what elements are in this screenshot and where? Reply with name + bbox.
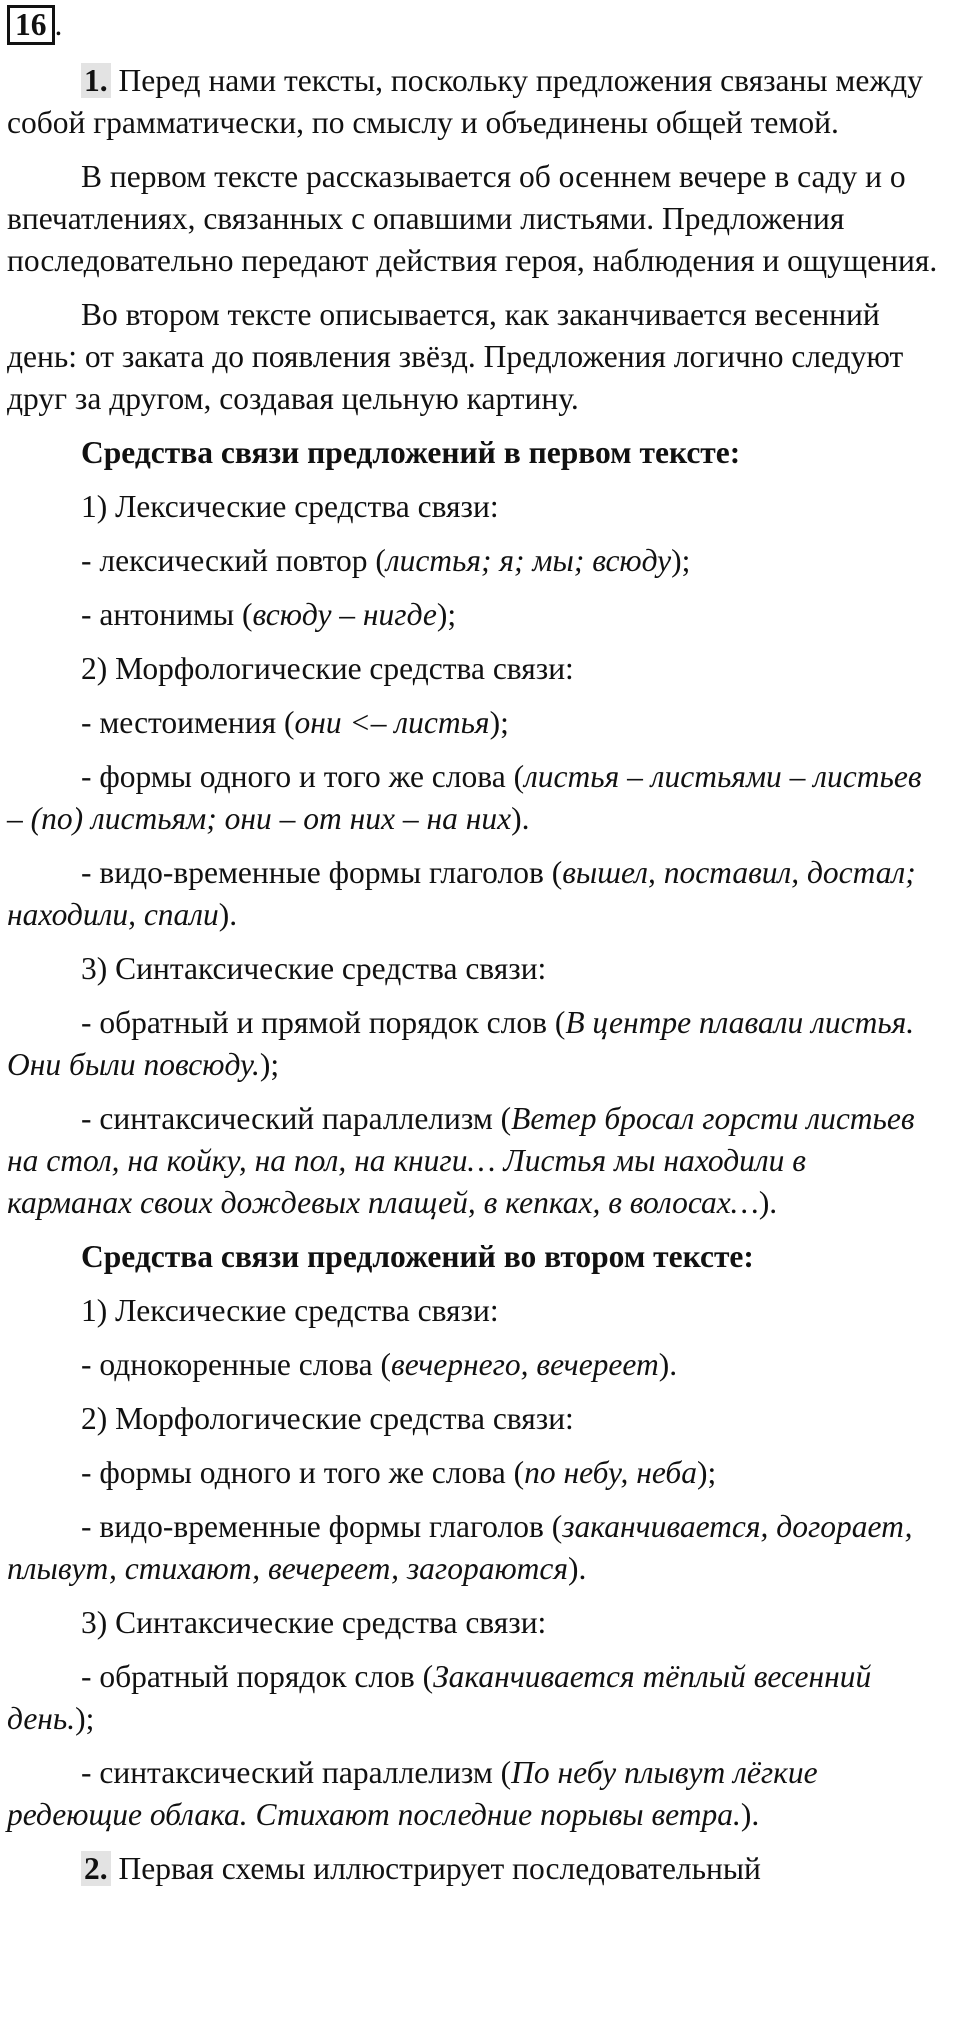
text1-lexical-repeat: - лексический повтор (листья; я; мы; всюду); — [81, 543, 691, 578]
answer-number-1: 1. — [81, 63, 111, 98]
text2-verb-forms: - видо-временные формы глаголов (заканчивается, догорает, плывут, стихают, вечереет, загораются). — [7, 1509, 913, 1586]
heading-text2-links: Средства связи предложений во втором тексте: — [81, 1239, 754, 1274]
text1-lexical-title: 1) Лексические средства связи: — [81, 489, 499, 524]
answer-paragraph-2: 2. Первая схемы иллюстрирует последовательный — [7, 1848, 938, 1890]
text1-pronouns: - местоимения (они <– листья); — [81, 705, 509, 740]
task-number-dot: . — [54, 7, 63, 42]
heading-text1-links: Средства связи предложений в первом тексте: — [81, 435, 741, 470]
answer-number-2: 2. — [81, 1851, 111, 1886]
text1-morph-title: 2) Морфологические средства связи: — [81, 651, 574, 686]
paragraph-first-text: В первом тексте рассказывается об осеннем вечере в саду и о впечатлениях, связанных с опавшими листьями. Предложения последовательно передают действия героя, наблюдения и ощущения. — [7, 159, 938, 278]
text2-parallelism: - синтаксический параллелизм (По небу плывут лёгкие редеющие облака. Стихают последние порывы ветра.). — [7, 1755, 818, 1832]
text2-cognates: - однокоренные слова (вечернего, вечереет). — [81, 1347, 678, 1382]
text2-synt-title: 3) Синтаксические средства связи: — [81, 1605, 547, 1640]
text1-synt-title: 3) Синтаксические средства связи: — [81, 951, 547, 986]
text2-word-order: - обратный порядок слов (Заканчивается тёплый весенний день.); — [7, 1659, 872, 1736]
text2-morph-title: 2) Морфологические средства связи: — [81, 1401, 574, 1436]
text1-word-order: - обратный и прямой порядок слов (В центре плавали листья. Они были повсюду.); — [7, 1005, 915, 1082]
task-header — [7, 4, 938, 46]
text2-word-forms: - формы одного и того же слова (по небу, неба); — [81, 1455, 717, 1490]
text1-parallelism: - синтаксический параллелизм (Ветер бросал горсти листьев на стол, на койку, на пол, на книги… Листья мы находили в карманах своих дождевых плащей, в кепках, в волосах…). — [7, 1101, 915, 1220]
paragraph-second-text: Во втором тексте описывается, как заканчивается весенний день: от заката до появления звёзд. Предложения логично следуют друг за другом, создавая цельную картину. — [7, 297, 904, 416]
text1-verb-forms: - видо-временные формы глаголов (вышел, поставил, достал; находили, спали). — [7, 855, 916, 932]
text1-antonyms: - антонимы (всюду – нигде); — [81, 597, 457, 632]
answer-paragraph-1: 1. Перед нами тексты, поскольку предложения связаны между собой грамматически, по смыслу и объединены общей темой. — [7, 63, 923, 140]
text2-lexical-title: 1) Лексические средства связи: — [81, 1293, 499, 1328]
task-number-box: 16 — [7, 5, 55, 45]
text1-word-forms: - формы одного и того же слова (листья – листьями – листьев – (по) листьям; они – от них – на них). — [7, 759, 922, 836]
